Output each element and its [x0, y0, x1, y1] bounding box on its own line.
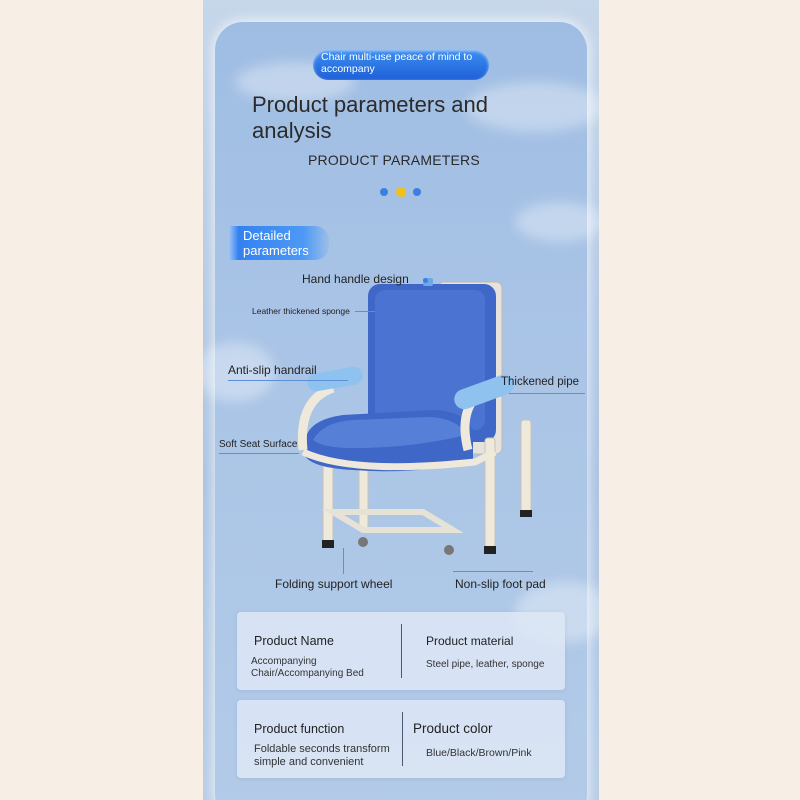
pill-text-line1: Chair multi-use peace of mind to — [321, 51, 473, 63]
spec-card-2 — [237, 700, 565, 778]
callout-line — [355, 311, 375, 312]
callout-foot-pad: Non-slip foot pad — [455, 577, 546, 591]
spec-value-line2: simple and convenient — [254, 756, 364, 768]
section-tag — [229, 226, 329, 260]
spec-value — [251, 656, 364, 680]
spec-heading: Product function — [254, 722, 345, 736]
pager-dot-right — [413, 188, 421, 196]
spec-heading: Product Name — [254, 634, 334, 648]
spec-value: Steel pipe, leather, sponge — [426, 659, 545, 670]
pager-dot-center — [396, 187, 406, 197]
callout-line — [453, 571, 533, 572]
cloud-decoration — [515, 202, 599, 242]
callout-line — [219, 453, 299, 454]
header-pill — [313, 50, 489, 80]
callout-anti-slip-handrail: Anti-slip handrail — [228, 363, 317, 377]
spec-card-1 — [237, 612, 565, 690]
support-wheel — [358, 537, 368, 547]
spec-heading: Product color — [413, 721, 493, 736]
spec-value — [254, 743, 390, 769]
card-divider — [402, 712, 403, 766]
callout-soft-seat: Soft Seat Surface — [219, 439, 298, 450]
product-panel — [203, 0, 599, 800]
pager-dot-left — [380, 188, 388, 196]
section-tag-line2: parameters — [243, 243, 309, 258]
callout-leather-sponge: Leather thickened sponge — [252, 306, 350, 316]
spec-heading: Product material — [426, 634, 514, 648]
foot-pad — [484, 546, 496, 554]
support-wheel — [444, 545, 454, 555]
page-title — [252, 92, 552, 144]
folding-support-frame — [333, 512, 453, 530]
spec-value-line2: Chair/Accompanying Bed — [251, 668, 364, 679]
title-line1: Product parameters and — [252, 92, 489, 117]
callout-folding-wheel: Folding support wheel — [275, 577, 393, 591]
chair-leg-back-right — [521, 420, 531, 512]
card-divider — [401, 624, 402, 678]
foot-pad — [520, 510, 532, 517]
callout-hand-handle: Hand handle design — [302, 272, 409, 286]
callout-line — [509, 393, 585, 394]
spec-value: Blue/Black/Brown/Pink — [426, 747, 532, 759]
pill-text-line2: accompany — [321, 63, 375, 75]
spec-value-line1: Accompanying — [251, 656, 317, 667]
page-subtitle: PRODUCT PARAMETERS — [308, 152, 480, 168]
marker-dot — [423, 278, 428, 283]
section-tag-line1: Detailed — [243, 228, 291, 243]
foot-pad — [322, 540, 334, 548]
title-line2: analysis — [252, 118, 332, 143]
callout-line — [228, 380, 348, 381]
spec-value-line1: Foldable seconds transform — [254, 743, 390, 755]
callout-line — [343, 548, 344, 574]
callout-thickened-pipe: Thickened pipe — [501, 376, 579, 388]
